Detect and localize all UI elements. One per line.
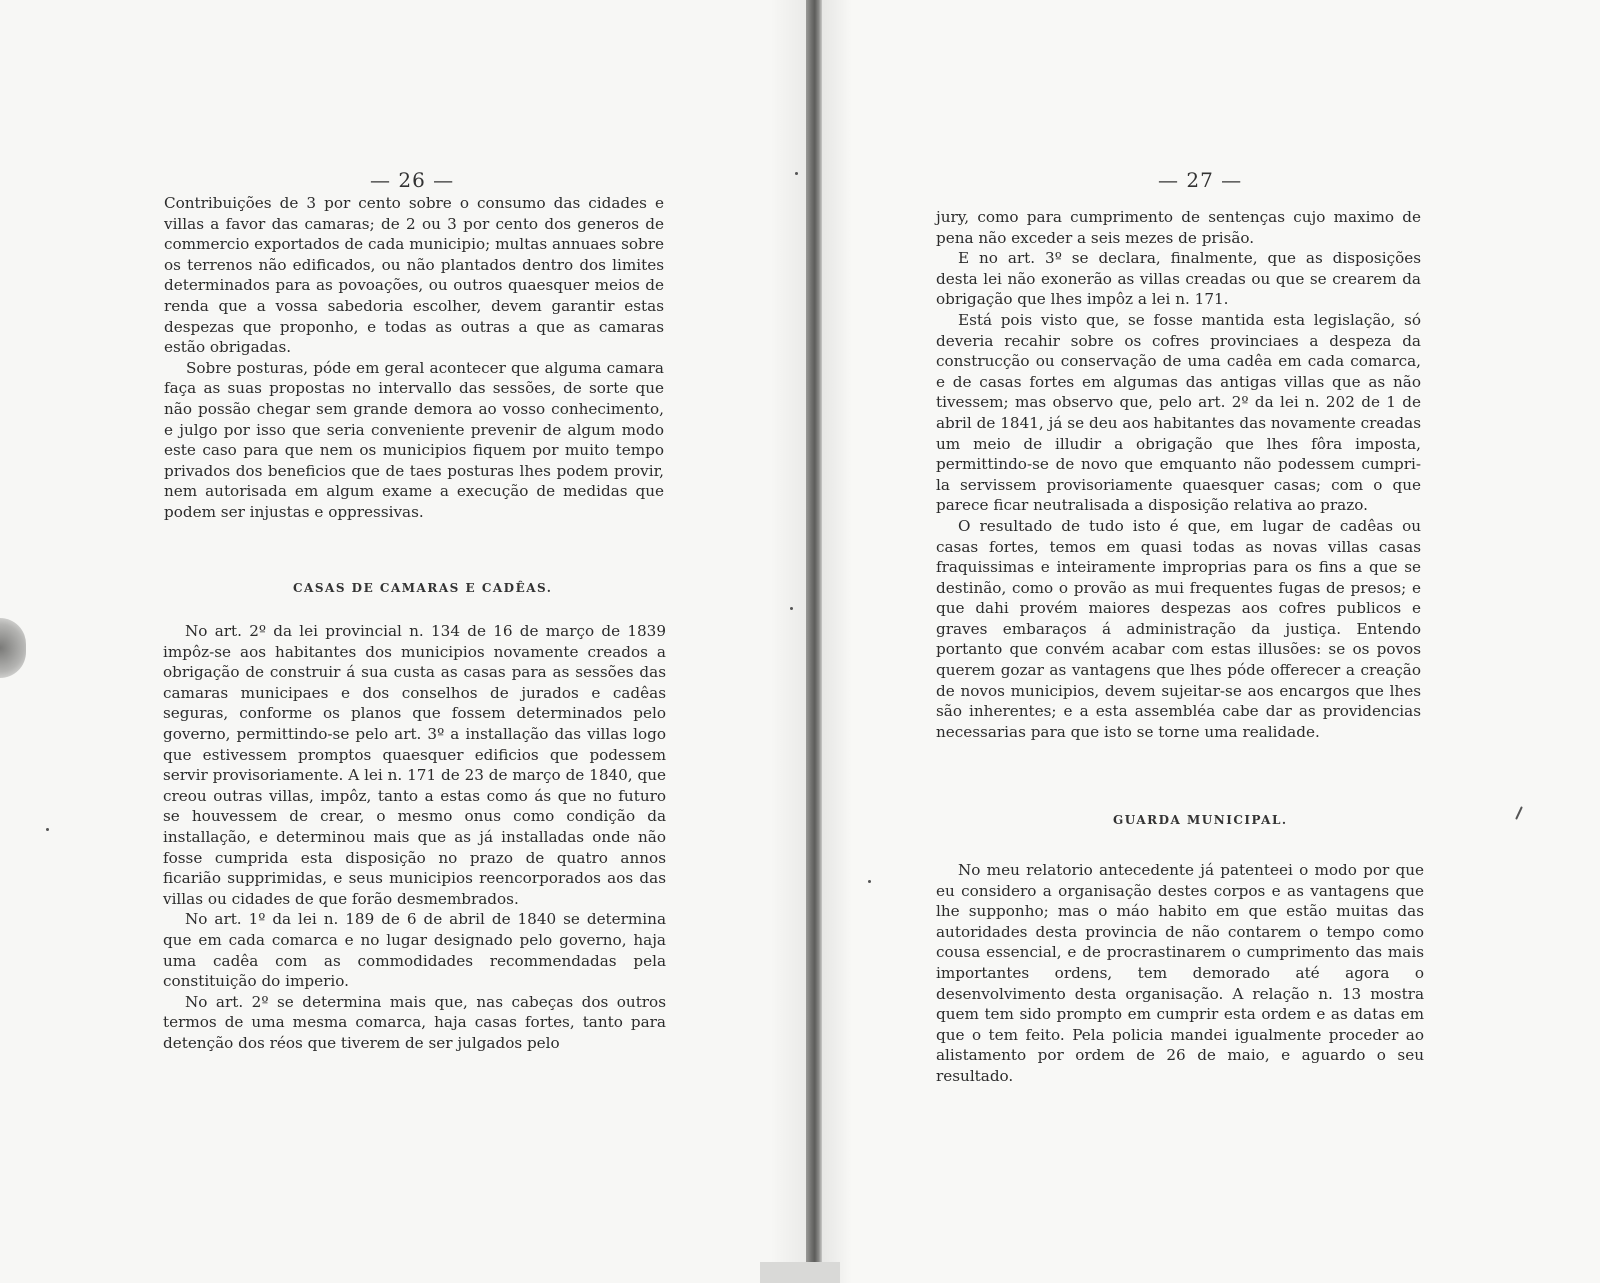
section-heading-casas: CASAS DE CAMARAS E CADÊAS. [293,581,553,595]
page-number-right: — 27 — [1158,168,1243,192]
paragraph: Sobre posturas, póde em geral acontecer que alguma camara faça as suas propostas no intervallo das sessões, de sorte que não possão chegar sem grande demora ao vosso conhecimento, e julgo por isso que seria conveniente prevenir de algum modo este caso para que nem os municipios fiquem por muito tempo privados dos beneficios que de taes posturas lhes podem provir, nem autorisada em algum exame a execução de medidas que podem ser injustas e oppressivas. [164,358,664,521]
ink-speck [868,880,871,883]
paragraph: No art. 1º da lei n. 189 de 6 de abril de 1840 se determina que em cada comarca e no lugar designado pelo governo, haja uma cadêa com as commodidades recommendadas pela constituição do imperio. [163,910,666,991]
paragraph: No art. 2º da lei provincial n. 134 de 16 de março de 1839 impôz-se aos habitantes dos municipios novamente creados a obrigação de construir á sua custa as casas para as sessões das camaras municipaes e dos conselhos de jurados e cadêas seguras, conforme os planos que fossem determinados pelo governo, permittindo-se pelo art. 3º a installação das villas logo que estivessem promptos quaesquer edificios que podessem servir provisoriamente. A lei n. 171 de 23 de março de 1840, que creou outras villas, impôz, tanto a estas como ás que no futuro se houvessem de crear, o mesmo onus como condição da installação, e determinou mais que as já installadas onde não fosse cumprida esta disposição no prazo de quatro annos ficarião supprimidas, e seus municipios reencorporados aos das villas ou cidades de que forão desmembrados. [163,622,666,908]
right-bottom-text [936,860,1424,1087]
paragraph: O resultado de tudo isto é que, em lugar de cadêas ou casas fortes, temos em quasi todas as novas villas casas fraquissimas e inteiramente improprias para os fins a que se destinão, como o provão as mui frequentes fugas de presos; e que dahi provém maiores despezas aos cofres publicos e graves embaraços á administração da justiça. Entendo portanto que convém acabar com estas illusões: se os povos querem gozar as vantagens que lhes póde offerecer a creação de novos municipios, devem sujeitar-se aos encargos que lhes são inherentes; e a esta assembléa cabe dar as providencias necessarias para que isto se torne uma realidade. [936,516,1421,741]
section-heading-guarda: GUARDA MUNICIPAL. [1113,813,1288,827]
book-gutter [806,0,822,1283]
paragraph: No art. 2º se determina mais que, nas cabeças dos outros termos de uma mesma comarca, haja casas fortes, tanto para detenção dos réos que tiverem de ser julgados pelo [163,992,666,1052]
ink-speck [46,828,49,831]
gutter-shadow-left [770,0,806,1283]
paragraph: jury, como para cumprimento de sentenças cujo maximo de pena não exceder a seis mezes de prisão. [936,208,1421,247]
paragraph: E no art. 3º se declara, finalmente, que as disposições desta lei não exonerão as villas creadas ou que se crearem da obrigação que lhes impôz a lei n. 171. [936,249,1421,309]
bottom-binding-strip [760,1262,840,1283]
left-top-text [164,193,664,523]
page-number-left: — 26 — [370,168,455,192]
ink-speck [790,607,793,610]
ink-speck [795,172,798,175]
left-bottom-text [163,621,666,1053]
gutter-shadow-right [822,0,852,1283]
right-top-text [936,207,1421,742]
paragraph: Contribuições de 3 por cento sobre o consumo das cidades e villas a favor das camaras; de 2 ou 3 por cento dos generos de commercio exportados de cada municipio; multas annuaes sobre os terrenos não edificados, ou não plantados dentro dos limites determinados para as povoações, ou outros quaesquer meios de renda que a vossa sabedoria escolher, devem garantir estas despezas que proponho, e todas as outras a que as camaras estão obrigadas. [164,194,664,357]
paragraph: No meu relatorio antecedente já patenteei o modo por que eu considero a organisação destes corpos e as vantagens que lhe supponho; mas o máo habito em que estão muitas das autoridades desta provincia de não contarem o tempo como cousa essencial, e de procrastinarem o cumprimento das mais importantes ordens, tem demorado até agora o desenvolvimento desta organisação. A relação n. 13 mostra quem tem sido prompto em cumprir esta ordem e as datas em que o tem feito. Pela policia mandei igualmente proceder ao alistamento por ordem de 26 de maio, e aguardo o seu resultado. [936,861,1424,1085]
paragraph: Está pois visto que, se fosse mantida esta legislação, só deveria recahir sobre os cofres provinciaes a despeza da construcção ou conservação de uma cadêa em cada comarca, e de casas fortes em algumas das antigas villas que as não tivessem; mas observo que, pelo art. 2º da lei n. 202 de 1 de abril de 1841, já se deu aos habitantes das novamente creadas um meio de illudir a obrigação que lhes fôra imposta, permittindo-se de novo que emquanto não podessem cumpri-la servissem provisoriamente quaesquer casas; com o que parece ficar neutralisada a disposição relativa ao prazo. [936,310,1421,515]
